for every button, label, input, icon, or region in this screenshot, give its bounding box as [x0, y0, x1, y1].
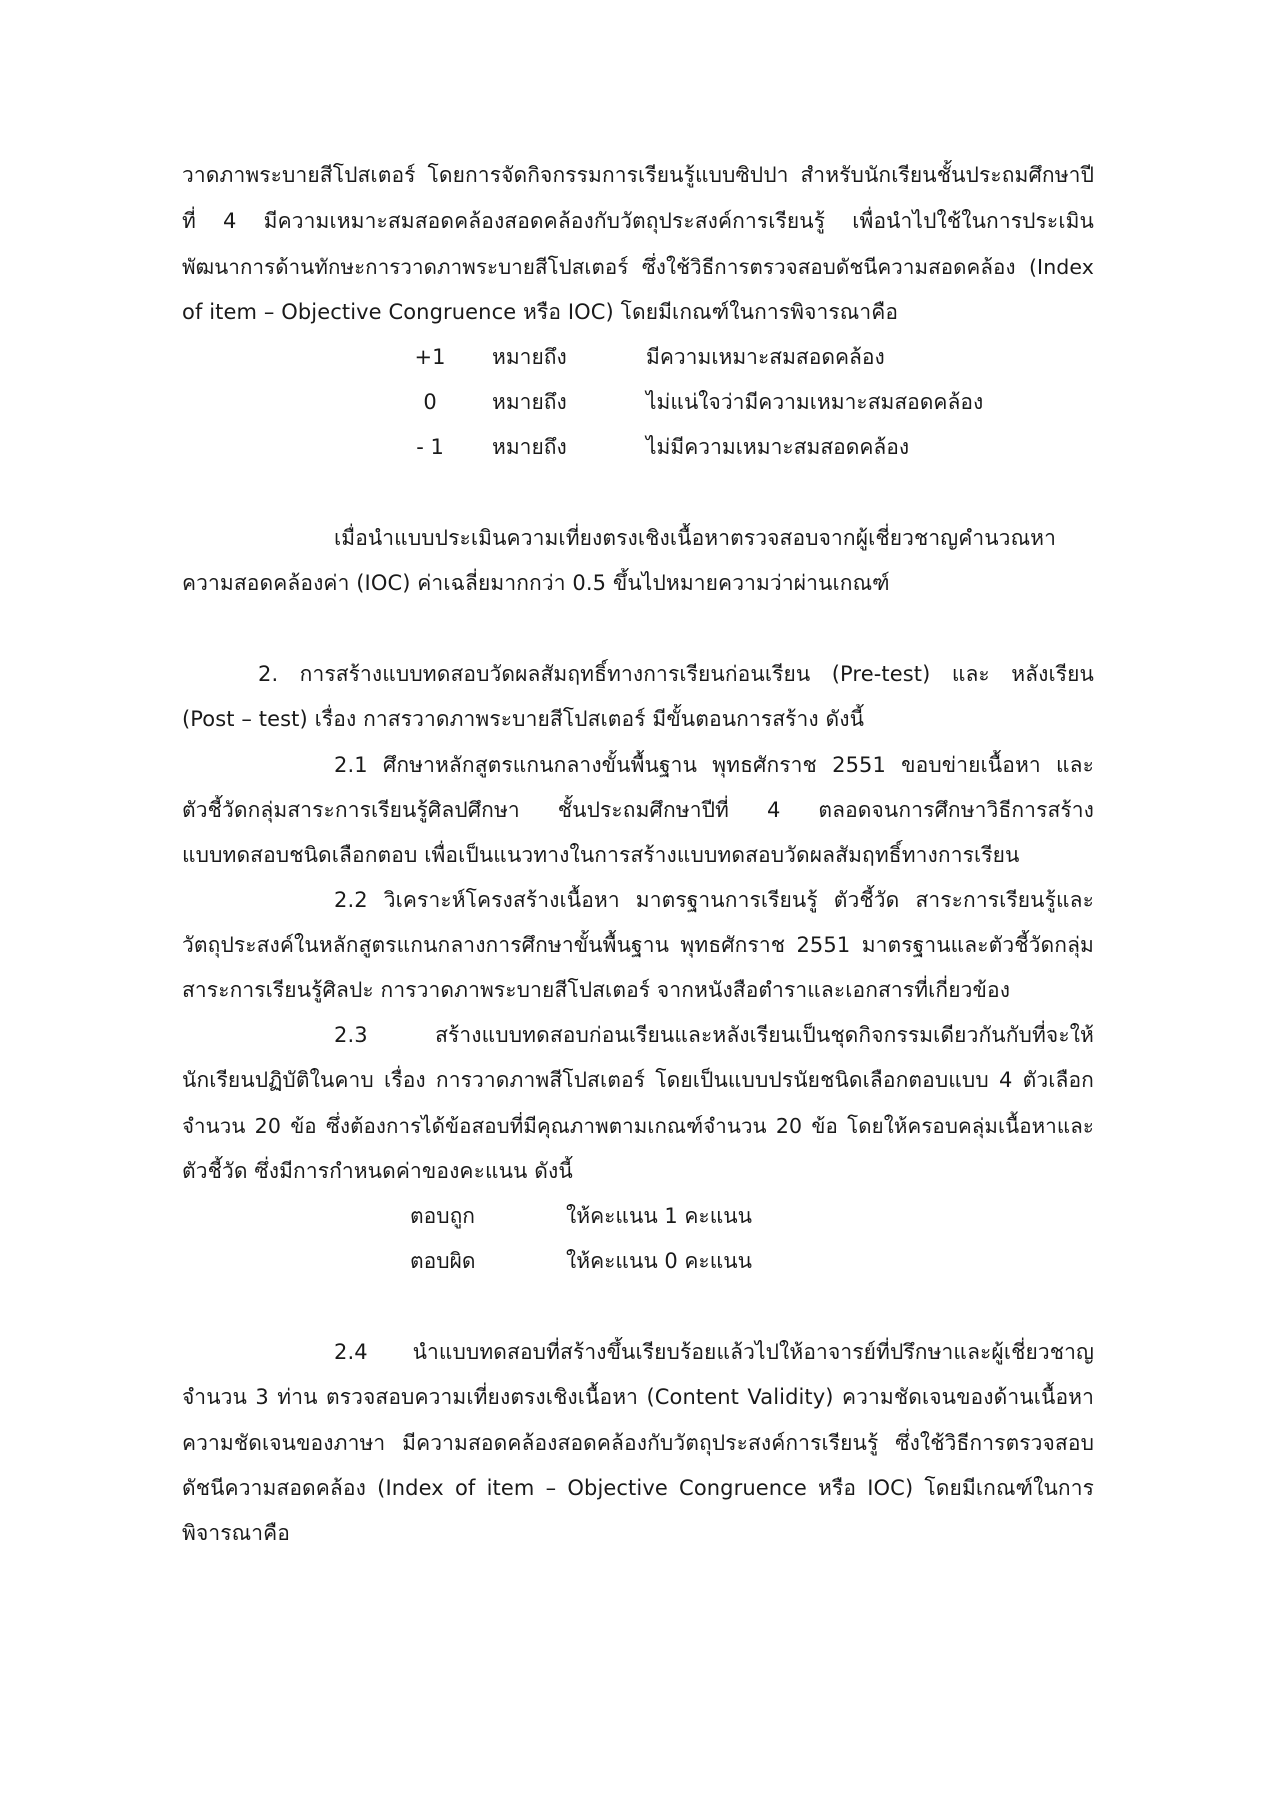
- paragraph-line: พัฒนาการด้านทักษะการวาดภาพระบายสีโปสเตอร์ ซึ่งใช้วิธีการตรวจสอบดัชนีความสอดคล้อง (Index: [182, 255, 1094, 279]
- paragraph-line: พิจารณาคือ: [182, 1521, 290, 1545]
- item-2-2: 2.2 วิเคราะห์โครงสร้างเนื้อหา มาตรฐานการเรียนรู้ ตัวชี้วัด สาระการเรียนรู้และ: [334, 888, 1094, 912]
- item-2-3: 2.3 สร้างแบบทดสอบก่อนเรียนและหลังเรียนเป็นชุดกิจกรรมเดียวกันกับที่จะให้: [334, 1023, 1094, 1047]
- scoring-score: ให้คะแนน 0 คะแนน: [566, 1249, 752, 1273]
- paragraph-line: ความสอดคล้องค่า (IOC) ค่าเฉลี่ยมากกว่า 0.5 ขึ้นไปหมายความว่าผ่านเกณฑ์: [182, 571, 890, 595]
- criteria-score: 0: [423, 390, 437, 414]
- criteria-score: - 1: [416, 435, 444, 459]
- item-2-4: 2.4 นำแบบทดสอบที่สร้างขึ้นเรียบร้อยแล้วไปให้อาจารย์ที่ปรึกษาและผู้เชี่ยวชาญ: [334, 1340, 1094, 1364]
- scoring-answer: ตอบถูก: [410, 1204, 476, 1228]
- criteria-means: หมายถึง: [492, 390, 567, 414]
- scoring-answer: ตอบผิด: [410, 1249, 476, 1273]
- paragraph-line: of item – Objective Congruence หรือ IOC) โดยมีเกณฑ์ในการพิจารณาคือ: [182, 300, 899, 324]
- criteria-means: หมายถึง: [492, 435, 567, 459]
- paragraph-line: วัตถุประสงค์ในหลักสูตรแกนกลางการศึกษาขั้นพื้นฐาน พุทธศักราช 2551 มาตรฐานและตัวชี้วัดกลุ่ม: [182, 933, 1094, 957]
- paragraph-line: ดัชนีความสอดคล้อง (Index of item – Objective Congruence หรือ IOC) โดยมีเกณฑ์ในการ: [182, 1476, 1094, 1500]
- paragraph-line: แบบทดสอบชนิดเลือกตอบ เพื่อเป็นแนวทางในการสร้างแบบทดสอบวัดผลสัมฤทธิ์ทางการเรียน: [182, 843, 1020, 867]
- criteria-desc: ไม่แน่ใจว่ามีความเหมาะสมสอดคล้อง: [646, 390, 984, 414]
- item-2-1: 2.1 ศึกษาหลักสูตรแกนกลางขั้นพื้นฐาน พุทธศักราช 2551 ขอบข่ายเนื้อหา และ: [334, 753, 1094, 777]
- paragraph-line: เมื่อนำแบบประเมินความเที่ยงตรงเชิงเนื้อหาตรวจสอบจากผู้เชี่ยวชาญคำนวณหา: [334, 526, 1056, 550]
- paragraph-line: ตัวชี้วัด ซึ่งมีการกำหนดค่าของคะแนน ดังนี้: [182, 1159, 573, 1183]
- scoring-score: ให้คะแนน 1 คะแนน: [566, 1204, 752, 1228]
- paragraph-line: สาระการเรียนรู้ศิลปะ การวาดภาพระบายสีโปสเตอร์ จากหนังสือตำราและเอกสารที่เกี่ยวข้อง: [182, 978, 1011, 1002]
- criteria-score: +1: [414, 345, 446, 369]
- criteria-desc: ไม่มีความเหมาะสมสอดคล้อง: [646, 435, 910, 459]
- paragraph-line: วาดภาพระบายสีโปสเตอร์ โดยการจัดกิจกรรมการเรียนรู้แบบซิปปา สำหรับนักเรียนชั้นประถมศึกษาปี: [182, 163, 1094, 187]
- paragraph-line: ความชัดเจนของภาษา มีความสอดคล้องสอดคล้องกับวัตถุประสงค์การเรียนรู้ ซึ่งใช้วิธีการตรวจสอบ: [182, 1431, 1094, 1455]
- paragraph-line: นักเรียนปฏิบัติในคาบ เรื่อง การวาดภาพสีโปสเตอร์ โดยเป็นแบบปรนัยชนิดเลือกตอบแบบ 4 ตัวเลือก: [182, 1068, 1094, 1092]
- section-heading-line: (Post – test) เรื่อง กาสรวาดภาพระบายสีโปสเตอร์ มีขั้นตอนการสร้าง ดังนี้: [182, 707, 865, 731]
- section-heading: 2. การสร้างแบบทดสอบวัดผลสัมฤทธิ์ทางการเรียนก่อนเรียน (Pre-test) และ หลังเรียน: [258, 662, 1094, 686]
- paragraph-line: ตัวชี้วัดกลุ่มสาระการเรียนรู้ศิลปศึกษา ชั้นประถมศึกษาปีที่ 4 ตลอดจนการศึกษาวิธีการสร้าง: [182, 798, 1094, 822]
- criteria-means: หมายถึง: [492, 345, 567, 369]
- paragraph-line: จำนวน 20 ข้อ ซึ่งต้องการได้ข้อสอบที่มีคุณภาพตามเกณฑ์จำนวน 20 ข้อ โดยให้ครอบคลุ่มเนื้อหาและ: [182, 1114, 1094, 1138]
- paragraph-line: จำนวน 3 ท่าน ตรวจสอบความเที่ยงตรงเชิงเนื้อหา (Content Validity) ความชัดเจนของด้านเนื้อหา: [182, 1385, 1094, 1409]
- paragraph-line: ที่ 4 มีความเหมาะสมสอดคล้องสอดคล้องกับวัตถุประสงค์การเรียนรู้ เพื่อนำไปใช้ในการประเมิน: [182, 209, 1094, 233]
- criteria-desc: มีความเหมาะสมสอดคล้อง: [646, 345, 885, 369]
